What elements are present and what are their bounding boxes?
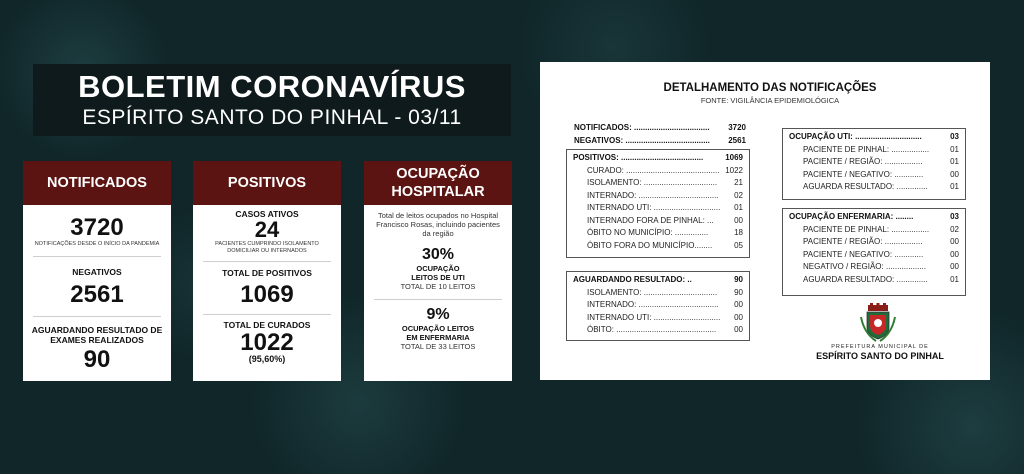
negativos-value: 2561: [70, 281, 124, 308]
prefeitura-line1: PREFEITURA MUNICIPAL DE: [831, 344, 929, 350]
detail-source: FONTE: VIGILÂNCIA EPIDEMIOLÓGICA: [700, 96, 840, 105]
enfermaria-detail-row: AGUARDA RESULTADO: .............. 01: [803, 274, 959, 284]
ocupacao-header: [364, 161, 512, 205]
coat-of-arms-icon: [858, 303, 898, 343]
enfermaria-detail-row: PACIENTE / REGIÃO: ................. 00: [803, 237, 959, 246]
notificados-card: [23, 161, 171, 381]
uti-label: OCUPAÇÃO LEITOS DE UTI: [411, 264, 465, 282]
enfermaria-label: OCUPAÇÃO LEITOS EM ENFERMARIA: [401, 324, 475, 342]
detail-notificados: NOTIFICADOS: .................................. 3720: [574, 123, 746, 132]
enfermaria-detail-row: PACIENTE / NEGATIVO: ............. 00: [803, 249, 959, 259]
total-positivos-label: TOTAL DE POSITIVOS: [222, 268, 312, 278]
notificados-header: NOTIFICADOS: [23, 161, 171, 205]
aguardando-label: AGUARDANDO RESULTADO DE EXAMES REALIZADOS: [31, 325, 163, 345]
positivos-detail-row: INTERNADO: .................................... 02: [587, 190, 743, 200]
positivos-detail-row: INTERNADO FORA DE PINHAL: ... 00: [587, 215, 743, 225]
aguardando-detail-row: ISOLAMENTO: ................................. 90: [587, 287, 743, 297]
uti-detail-row: PACIENTE / NEGATIVO: ............. 00: [803, 169, 959, 179]
notificados-note: NOTIFICAÇÕES DESDE O INÍCIO DA PANDEMIA: [34, 241, 160, 247]
uti-detail-row: AGUARDA RESULTADO: .............. 01: [803, 182, 959, 191]
aguardando-detail-row: INTERNADO UTI: .............................. 00: [587, 312, 743, 322]
bulletin-subtitle: ESPÍRITO SANTO DO PINHAL - 03/11: [82, 106, 462, 129]
enfermaria-box: [782, 208, 966, 296]
aguardando-detail-row: ÓBITO: ............................................. 00: [587, 325, 743, 334]
positivos-card: [193, 161, 341, 381]
total-curados-label: TOTAL DE CURADOS: [223, 320, 311, 330]
enfermaria-detail-row: PACIENTE DE PINHAL: ................. 02: [803, 224, 959, 234]
ocupacao-header-line1: OCUPAÇÃO: [396, 166, 480, 182]
positivos-detail-row: INTERNADO UTI: .............................. 01: [587, 203, 743, 212]
total-curados-value: 1022: [240, 329, 294, 356]
detail-positivos: POSITIVOS: ..................................... 1069: [573, 153, 743, 162]
positivos-header: POSITIVOS: [193, 161, 341, 205]
positivos-detail-row: CURADO: .......................................... 1022: [587, 165, 743, 175]
positivos-detail-row: ISOLAMENTO: ................................. 21: [587, 178, 743, 187]
uti-detail-row: PACIENTE / REGIÃO: ................. 01: [803, 157, 959, 166]
positivos-detail-row: ÓBITO NO MUNICÍPIO: ............... 18: [587, 228, 743, 237]
uti-total: TOTAL DE 10 LEITOS: [400, 282, 476, 291]
detail-negativos: NEGATIVOS: ...................................... 2561: [574, 135, 746, 145]
prefeitura-line2: ESPÍRITO SANTO DO PINHAL: [816, 351, 944, 361]
positivos-detail-row: ÓBITO FORA DO MUNICÍPIO........ 05: [587, 240, 743, 250]
negativos-label: NEGATIVOS: [72, 267, 122, 277]
detail-title: DETALHAMENTO DAS NOTIFICAÇÕES: [663, 82, 877, 94]
ocupacao-header-line2: HOSPITALAR: [391, 184, 485, 200]
detail-enfermaria: OCUPAÇÃO ENFERMARIA: ........ 03: [789, 212, 959, 221]
positivos-box: [566, 149, 750, 258]
uti-box: [782, 128, 966, 200]
uti-pct: 30%: [421, 246, 455, 263]
enfermaria-total: TOTAL DE 33 LEITOS: [400, 342, 476, 351]
casos-ativos-value: 24: [254, 217, 280, 242]
uti-detail-row: PACIENTE DE PINHAL: ................. 01: [803, 144, 959, 154]
enfermaria-detail-row: NEGATIVO / REGIÃO: .................. 00: [803, 262, 959, 271]
detail-aguardando: AGUARDANDO RESULTADO: .. 90: [573, 275, 743, 284]
summary-lines: [574, 122, 746, 147]
ocupacao-card: [364, 161, 512, 381]
casos-ativos-label: CASOS ATIVOS: [235, 209, 299, 219]
aguardando-box: [566, 271, 750, 341]
detail-uti: OCUPAÇÃO UTI: .............................. 03: [789, 132, 959, 141]
total-curados-pct: (95,60%): [248, 354, 286, 364]
ocupacao-intro: Total de leitos ocupados no Hospital Francisco Rosas, incluindo pacientes da região: [376, 211, 500, 238]
casos-ativos-note: PACIENTES CUMPRINDO ISOLAMENTO DOMICILIAR OU INTERNADOS: [215, 241, 319, 254]
aguardando-detail-row: INTERNADO: .................................... 00: [587, 300, 743, 309]
total-positivos-value: 1069: [240, 281, 294, 308]
aguardando-value: 90: [83, 346, 111, 373]
bulletin-title: BOLETIM CORONAVÍRUS: [78, 69, 466, 104]
notificados-total: 3720: [70, 214, 124, 241]
title-box: [33, 64, 511, 136]
enfermaria-pct: 9%: [426, 306, 450, 323]
